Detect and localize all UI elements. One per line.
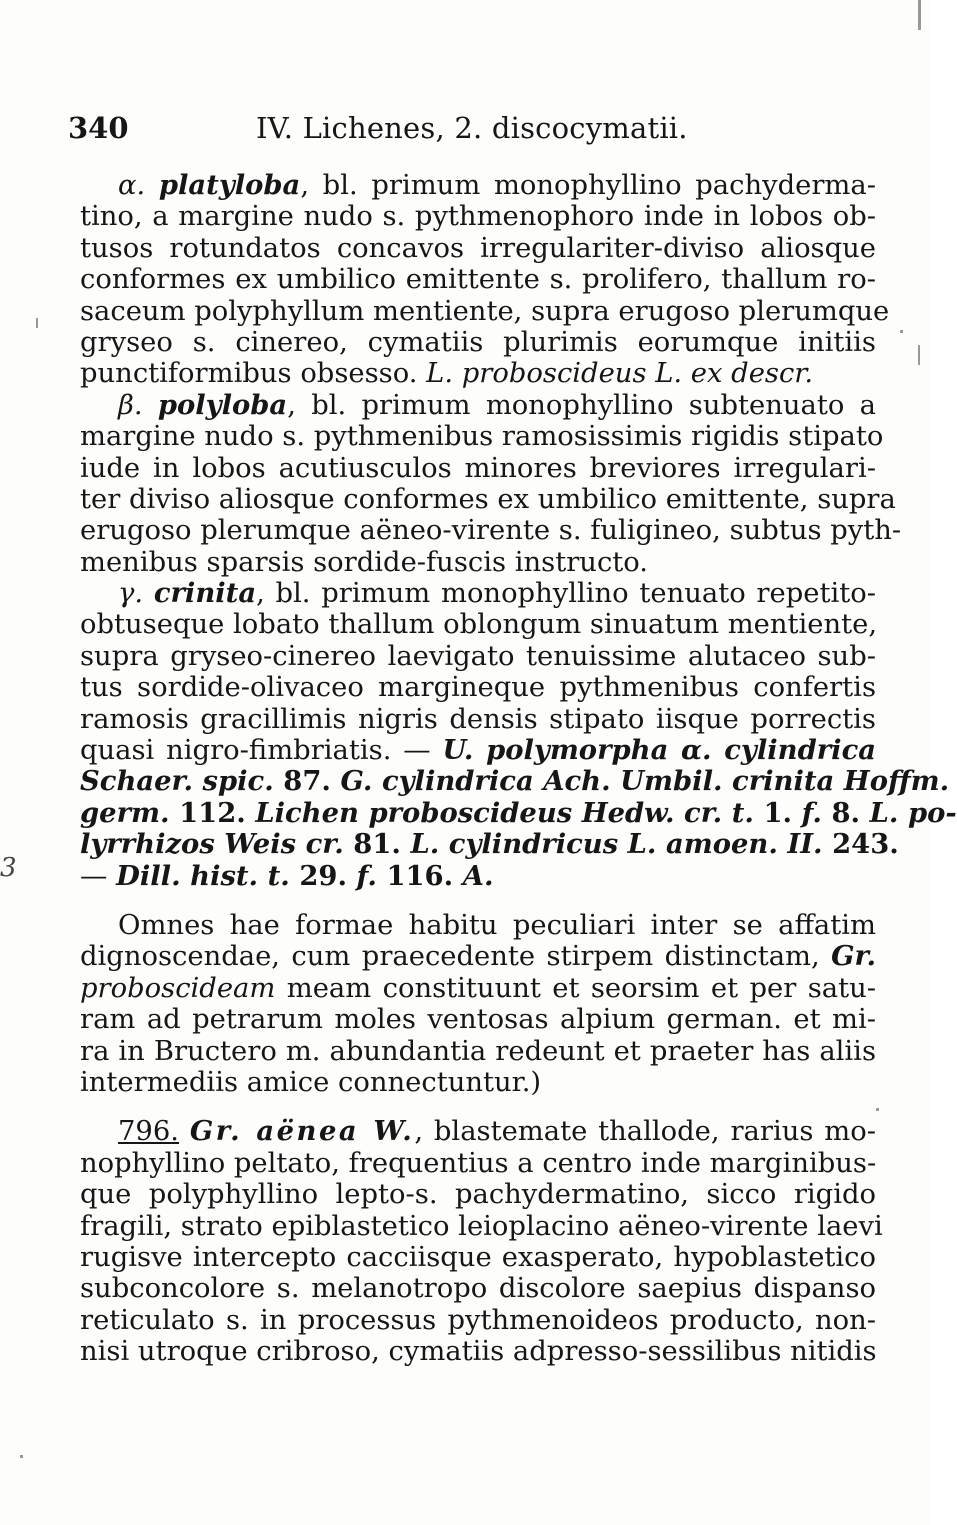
text-segment: A. [462,859,494,892]
text-segment: — [80,860,117,892]
running-head: IV. Lichenes, 2. discocymatii. [256,111,688,145]
text-segment: fragili, strato epiblastetico leioplacino aëneo-virente laevi [80,1210,883,1242]
text-segment: Lichen proboscideus Hedw. cr. t. [255,796,764,829]
text-segment: subconcolore s. melanotropo discolore saepius dispanso [80,1273,876,1305]
text-line [80,672,876,703]
text-segment: , bl. primum monophyllino pachyderma- [300,170,876,201]
text-segment: β. [118,389,158,421]
print-speck [36,318,38,328]
text-segment: 1. [763,796,802,829]
text-segment: rugisve intercepto cacciisque exasperato, hypoblastetico [80,1241,876,1273]
text-line [80,1179,876,1210]
text-line [80,1004,876,1035]
text-line [80,641,876,672]
paragraph-omnes [80,910,876,1098]
text-segment: , bl. primum monophyllino subtenuato a [287,389,876,421]
text-segment: tino, a margine nudo s. pythmenophoro inde in lobos ob- [80,201,876,233]
text-line [80,390,876,421]
text-line [80,483,896,515]
page-header [68,108,868,148]
text-line [80,609,876,640]
text-segment: nisi utroque cribroso, cymatiis adpresso-sessilibus nitidis [80,1336,877,1368]
text-segment: U. polymorpha α. cylindrica [442,734,876,767]
text-segment: proboscideam [80,972,276,1004]
body-text [80,169,957,1368]
text-segment: 112. [179,796,256,829]
print-speck [918,345,920,365]
text-line [80,453,876,484]
text-segment: tus sordide-olivaceo margineque pythmenibus confertis [80,672,876,704]
text-segment: platyloba [158,169,301,201]
text-line [80,973,876,1004]
text-line [80,1210,883,1242]
paragraph-beta [80,388,902,578]
text-segment: menibus sparsis sordide-fuscis instructo. [80,546,649,578]
text-segment: 81. [353,828,411,861]
text-segment: γ. [118,578,154,610]
text-segment: L. proboscideus L. ex descr. [426,358,814,390]
text-segment: margine nudo s. pythmenibus ramosissimis rigidis stipato [80,421,884,453]
print-speck [20,1455,23,1458]
text-line [80,1067,876,1098]
text-segment: 796. [118,1116,179,1148]
text-segment: , blastemate thallode, rarius mo- [414,1116,876,1148]
print-speck [918,0,921,30]
text-segment: nophyllino peltato, frequentius a centro inde marginibus- [80,1147,877,1179]
text-line [80,910,876,941]
text-segment: , bl. primum monophyllino tenuato repetito- [256,578,876,610]
text-line [80,1116,876,1147]
text-line [80,1148,876,1179]
text-segment: reticulato s. in processus pythmenoideos producto, non- [80,1304,876,1336]
text-segment: polyloba [157,388,288,421]
text-line [80,828,899,861]
paragraph-alpha [80,169,890,390]
text-line [80,421,884,453]
print-speck [900,330,903,333]
text-segment: L. po- [869,796,957,829]
text-segment: Gr. aënea W. [189,1115,415,1148]
text-segment: Omnes hae formae habitu peculiari inter se affatim [118,909,876,941]
text-segment: que polyphyllino lepto-s. pachydermatino, sicco rigido [80,1179,876,1211]
text-line [80,327,876,358]
text-line [80,264,876,295]
paragraph-gap [80,892,876,910]
page-number: 340 [68,111,129,145]
text-segment: erugoso plerumque aëneo-virente s. fuligineo, subtus pyth- [80,515,902,547]
paragraph-gap [80,1098,876,1116]
text-segment: L. cylindricus L. amoen. II. [410,828,833,861]
text-segment: crinita [153,577,257,610]
text-line [80,170,876,201]
margin-note: 3 [0,853,17,883]
text-segment: intermediis amice connectuntur.) [80,1066,542,1098]
text-segment: meam constituunt et seorsim et per satu- [275,972,876,1004]
text-line [80,796,957,829]
text-segment: ramosis gracillimis nigris densis stipato iisque porrectis [80,703,876,735]
text-segment: conformes ex umbilico emittente s. prolifero, thallum ro- [80,264,876,296]
text-segment: gryseo s. cinereo, cymatiis plurimis eorumque initiis [80,326,876,358]
text-line [80,735,876,766]
text-line [80,515,902,547]
print-speck [876,1108,879,1111]
text-segment: ram ad petrarum moles ventosas alpium german. et mi- [80,1004,876,1036]
text-line [80,578,876,609]
text-segment: iude in lobos acutiusculos minores breviores irregulari- [80,452,876,484]
text-segment: 87. [283,765,341,798]
text-segment: tusos rotundatos concavos irregulariter-diviso aliosque [80,232,876,264]
text-line [80,1242,876,1273]
text-line [80,295,890,327]
text-line [80,1305,876,1336]
text-line [80,704,876,735]
text-segment: 116. [386,859,463,892]
text-line [80,233,876,264]
text-segment: f. [801,796,832,829]
text-segment [179,1116,190,1147]
text-segment: Gr. [831,940,876,973]
paragraph-n796 [80,1115,883,1368]
text-segment: f. [356,859,387,892]
text-segment: germ. [80,796,180,829]
paragraph-gamma [80,577,957,892]
text-line [80,941,876,972]
text-segment: saceum polyphyllum mentiente, supra erugoso plerumque [80,295,890,327]
text-line [80,765,950,798]
text-segment: 29. [299,859,357,892]
text-segment: dignoscendae, cum praecedente stirpem distinctam, [80,941,832,973]
text-segment: Schaer. spic. [80,765,284,798]
text-segment: 8. [831,796,870,829]
text-segment: supra gryseo-cinereo laevigato tenuissime alutaceo sub- [80,640,876,672]
text-line [80,358,876,389]
text-line [80,861,876,892]
text-line [80,1273,876,1304]
text-segment: punctiformibus obsesso. [80,358,427,390]
text-segment: ter diviso aliosque conformes ex umbilico emittente, supra [80,483,896,515]
text-segment: α. [118,170,159,201]
text-line [80,1336,876,1367]
text-segment: quasi nigro-fimbriatis. — [80,735,443,767]
text-segment: obtuseque lobato thallum oblongum sinuatum mentiente, [80,609,878,641]
text-segment: lyrrhizos Weis cr. [80,828,354,861]
text-line [80,1036,876,1067]
text-segment: ra in Bructero m. abundantia redeunt et praeter has aliis [80,1035,876,1067]
text-line [80,547,876,578]
text-segment: Dill. hist. t. [116,859,300,892]
text-segment: 243. [832,828,899,861]
text-segment: G. cylindrica Ach. Umbil. crinita Hoffm. [340,765,950,798]
text-line [80,201,876,232]
